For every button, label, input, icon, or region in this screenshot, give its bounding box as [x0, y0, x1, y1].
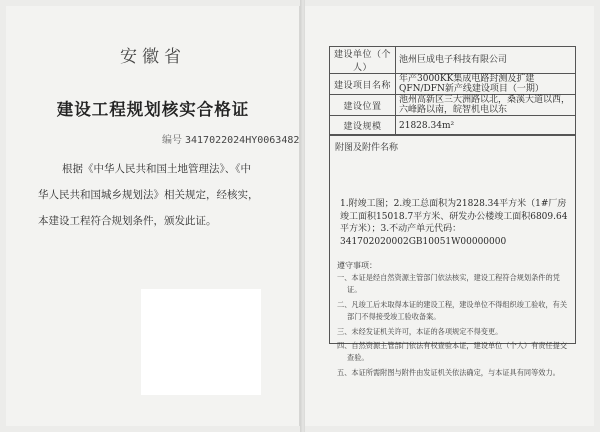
- body-line: 本建设工程符合规划条件，颁发此证。: [38, 215, 217, 227]
- certificate-detail-page: [305, 6, 594, 426]
- note-item: 五、本证所需附图与附件由发证机关依法确定，与本证具有同等效力。: [337, 367, 560, 377]
- body-line: 根据《中华人民共和国土地管理法》、《中: [62, 163, 251, 175]
- info-value: 21828.34m²: [396, 116, 576, 136]
- info-value: 年产3000KK集成电路封测及扩建QFN/DFN新产线建设项目（一期）: [396, 74, 576, 95]
- info-label: 建设项目名称: [330, 74, 396, 95]
- table-row: [330, 95, 576, 116]
- table-row: [330, 74, 576, 95]
- notes-title: 遵守事项：: [337, 261, 377, 270]
- info-value: 池州巨成电子科技有限公司: [396, 47, 576, 74]
- info-label: 建设规模: [330, 116, 396, 136]
- certificate-title: 建设工程规划核实合格证: [56, 100, 250, 119]
- note-item: 三、未经发证机关许可，本证的各项规定不得变更。: [337, 326, 503, 336]
- certificate-front-page: [6, 6, 300, 426]
- certificate-number-value: 3417022024HY0063482: [185, 135, 300, 146]
- body-line: 华人民共和国城乡规划法》相关规定，经核实，: [38, 189, 259, 201]
- notes-list: [337, 272, 569, 381]
- info-label: 建设位置: [330, 95, 396, 116]
- note-item: 四、自然资源主管部门依法有权查验本证，建设单位（个人）有责任提交查验。: [337, 341, 568, 363]
- attachments-body: 1.附竣工图；2.竣工总面积为21828.34平方米（1#厂房竣工面积15018.7平方米、研发办公楼竣工面积6809.64平方米）；3.不动产单元代码：341702020002GB10051W00000000: [340, 199, 568, 247]
- certificate-number: [162, 131, 299, 146]
- certificate-number-label: 编号: [162, 135, 182, 146]
- note-item: 一、本证是经自然资源主管部门依法核实，建设工程符合规划条件的凭证。: [337, 273, 560, 295]
- province-heading: 安徽省: [120, 47, 186, 67]
- redacted-area: [141, 289, 261, 395]
- table-row: [330, 116, 576, 136]
- attachments-title: 附图及附件名称: [335, 143, 399, 153]
- info-label: 建设单位（个人）: [330, 47, 396, 74]
- certificate-body-text: [38, 156, 280, 234]
- project-info-table: [329, 46, 576, 136]
- note-item: 二、凡竣工后未取得本证的建设工程，建设单位不得组织竣工验收，有关部门不得接受竣工验收备案。: [337, 299, 568, 322]
- table-row: [330, 47, 576, 74]
- info-value: 池州高新区三大洲路以北，桑溪大道以西，六峰路以南，皖智机电以东: [396, 95, 576, 116]
